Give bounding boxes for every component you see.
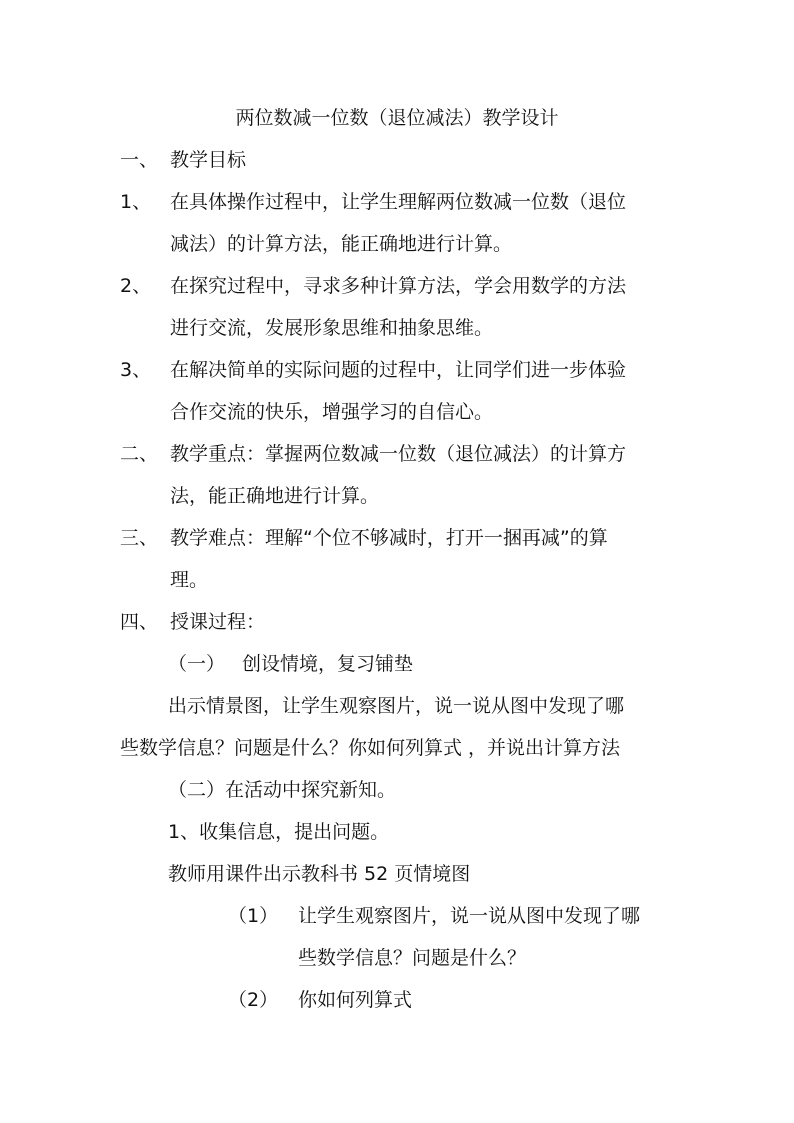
section-number: 一、	[120, 149, 159, 171]
question-number: （1）	[228, 905, 279, 927]
section-difficulty: 理。	[170, 569, 209, 591]
document-title: 两位数减一位数（退位减法）教学设计	[235, 107, 559, 129]
section-number: 三、	[120, 527, 159, 549]
question-text: 让学生观察图片，说一说从图中发现了哪	[298, 905, 641, 927]
question-text: 你如何列算式	[298, 989, 413, 1011]
section-heading-objectives: 教学目标	[170, 149, 247, 171]
subsection-heading: 创设情境，复习铺垫	[242, 653, 414, 675]
goal-number: 2、	[120, 275, 152, 297]
subsection-heading: （二）在活动中探究新知。	[168, 779, 397, 801]
goal-text: 在具体操作过程中，让学生理解两位数减一位数（退位	[170, 191, 627, 213]
goal-text: 在探究过程中，寻求多种计算方法，学会用数学的方法	[170, 275, 627, 297]
goal-text: 合作交流的快乐，增强学习的自信心。	[170, 401, 494, 423]
paragraph-line: 些数学信息？问题是什么？你如何列算式 ，并说出计算方法	[120, 737, 621, 759]
section-key-point: 法，能正确地进行计算。	[170, 485, 380, 507]
paragraph-line: 出示情景图，让学生观察图片，说一说从图中发现了哪	[168, 695, 625, 717]
goal-text: 减法）的计算方法，能正确地进行计算。	[170, 233, 513, 255]
question-number: （2）	[228, 989, 279, 1011]
goal-text: 进行交流，发展形象思维和抽象思维。	[170, 317, 494, 339]
goal-number: 3、	[120, 359, 152, 381]
question-text: 些数学信息？问题是什么？	[298, 947, 527, 969]
paragraph-line: 教师用课件出示教科书 52 页情境图	[168, 863, 471, 885]
section-difficulty: 教学难点：理解“个位不够减时，打开一捆再减”的算	[170, 527, 608, 549]
step-heading: 1、收集信息，提出问题。	[168, 821, 390, 843]
section-heading-process: 授课过程：	[170, 611, 266, 633]
goal-number: 1、	[120, 191, 152, 213]
section-number: 二、	[120, 443, 159, 465]
goal-text: 在解决简单的实际问题的过程中，让同学们进一步体验	[170, 359, 627, 381]
section-key-point: 教学重点：掌握两位数减一位数（退位减法）的计算方	[170, 443, 627, 465]
subsection-number: （一）	[168, 653, 226, 675]
section-number: 四、	[120, 611, 159, 633]
